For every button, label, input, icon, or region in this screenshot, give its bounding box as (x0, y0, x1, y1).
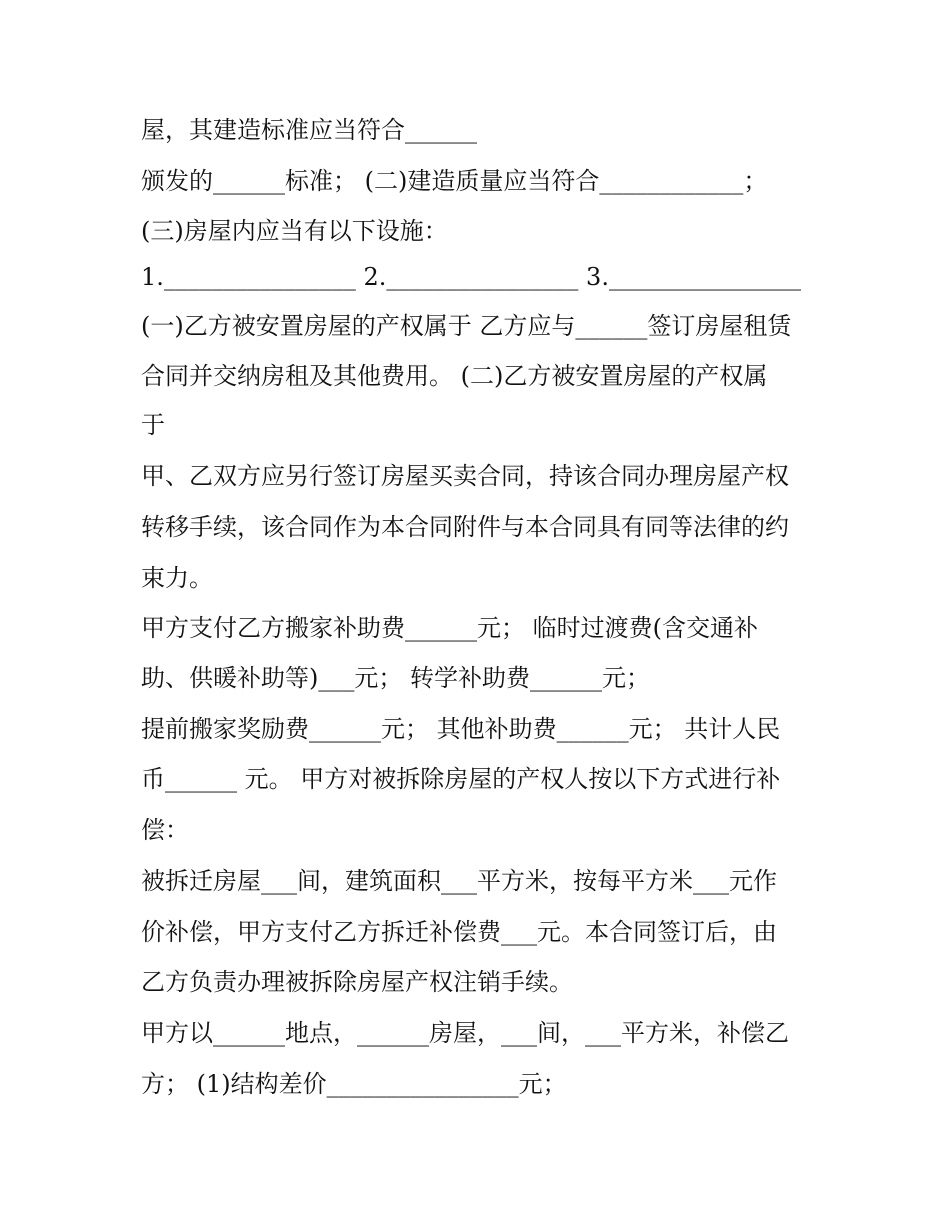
text-line-18: 乙方负责办理被拆除房屋产权注销手续。 (141, 968, 573, 996)
text-line-13: 提前搬家奖励费______元； 其他补助费______元； 共计人民 (141, 715, 781, 743)
text-line-10: 束力。 (141, 564, 213, 592)
text-line-17: 价补偿，甲方支付乙方拆迁补偿费___元。本合同签订后，由 (141, 918, 777, 946)
text-line-2: 颁发的______标准； (二)建造质量应当符合____________； (141, 167, 768, 195)
text-line-20: 方； (1)结构差价________________元； (141, 1070, 567, 1098)
text-line-14: 币______ 元。 甲方对被拆除房屋的产权人按以下方式进行补 (141, 765, 781, 793)
text-line-9: 转移手续，该合同作为本合同附件与本合同具有同等法律的约 (141, 513, 789, 541)
text-line-19: 甲方以______地点，______房屋，___间，___平方米，补偿乙 (141, 1019, 789, 1047)
text-line-7: 于 (141, 411, 165, 439)
text-line-3: (三)房屋内应当有以下设施： (141, 217, 448, 245)
text-line-6: 合同并交纳房租及其他费用。 (二)乙方被安置房屋的产权属 (141, 362, 768, 390)
text-line-15: 偿： (141, 816, 189, 844)
text-line-1: 屋，其建造标准应当符合______ (141, 116, 477, 144)
text-line-4: 1.________________ 2.________________ 3.________________ (141, 263, 801, 291)
text-line-11: 甲方支付乙方搬家补助费______元； 临时过渡费(含交通补 (141, 614, 758, 642)
text-line-16: 被拆迁房屋___间，建筑面积___平方米，按每平方米___元作 (141, 867, 777, 895)
text-line-12: 助、供暖补助等)___元； 转学补助费______元； (141, 664, 650, 692)
text-line-5: (一)乙方被安置房屋的产权属于 乙方应与______签订房屋租赁 (141, 312, 792, 340)
text-line-8: 甲、乙双方应另行签订房屋买卖合同，持该合同办理房屋产权 (141, 462, 789, 490)
